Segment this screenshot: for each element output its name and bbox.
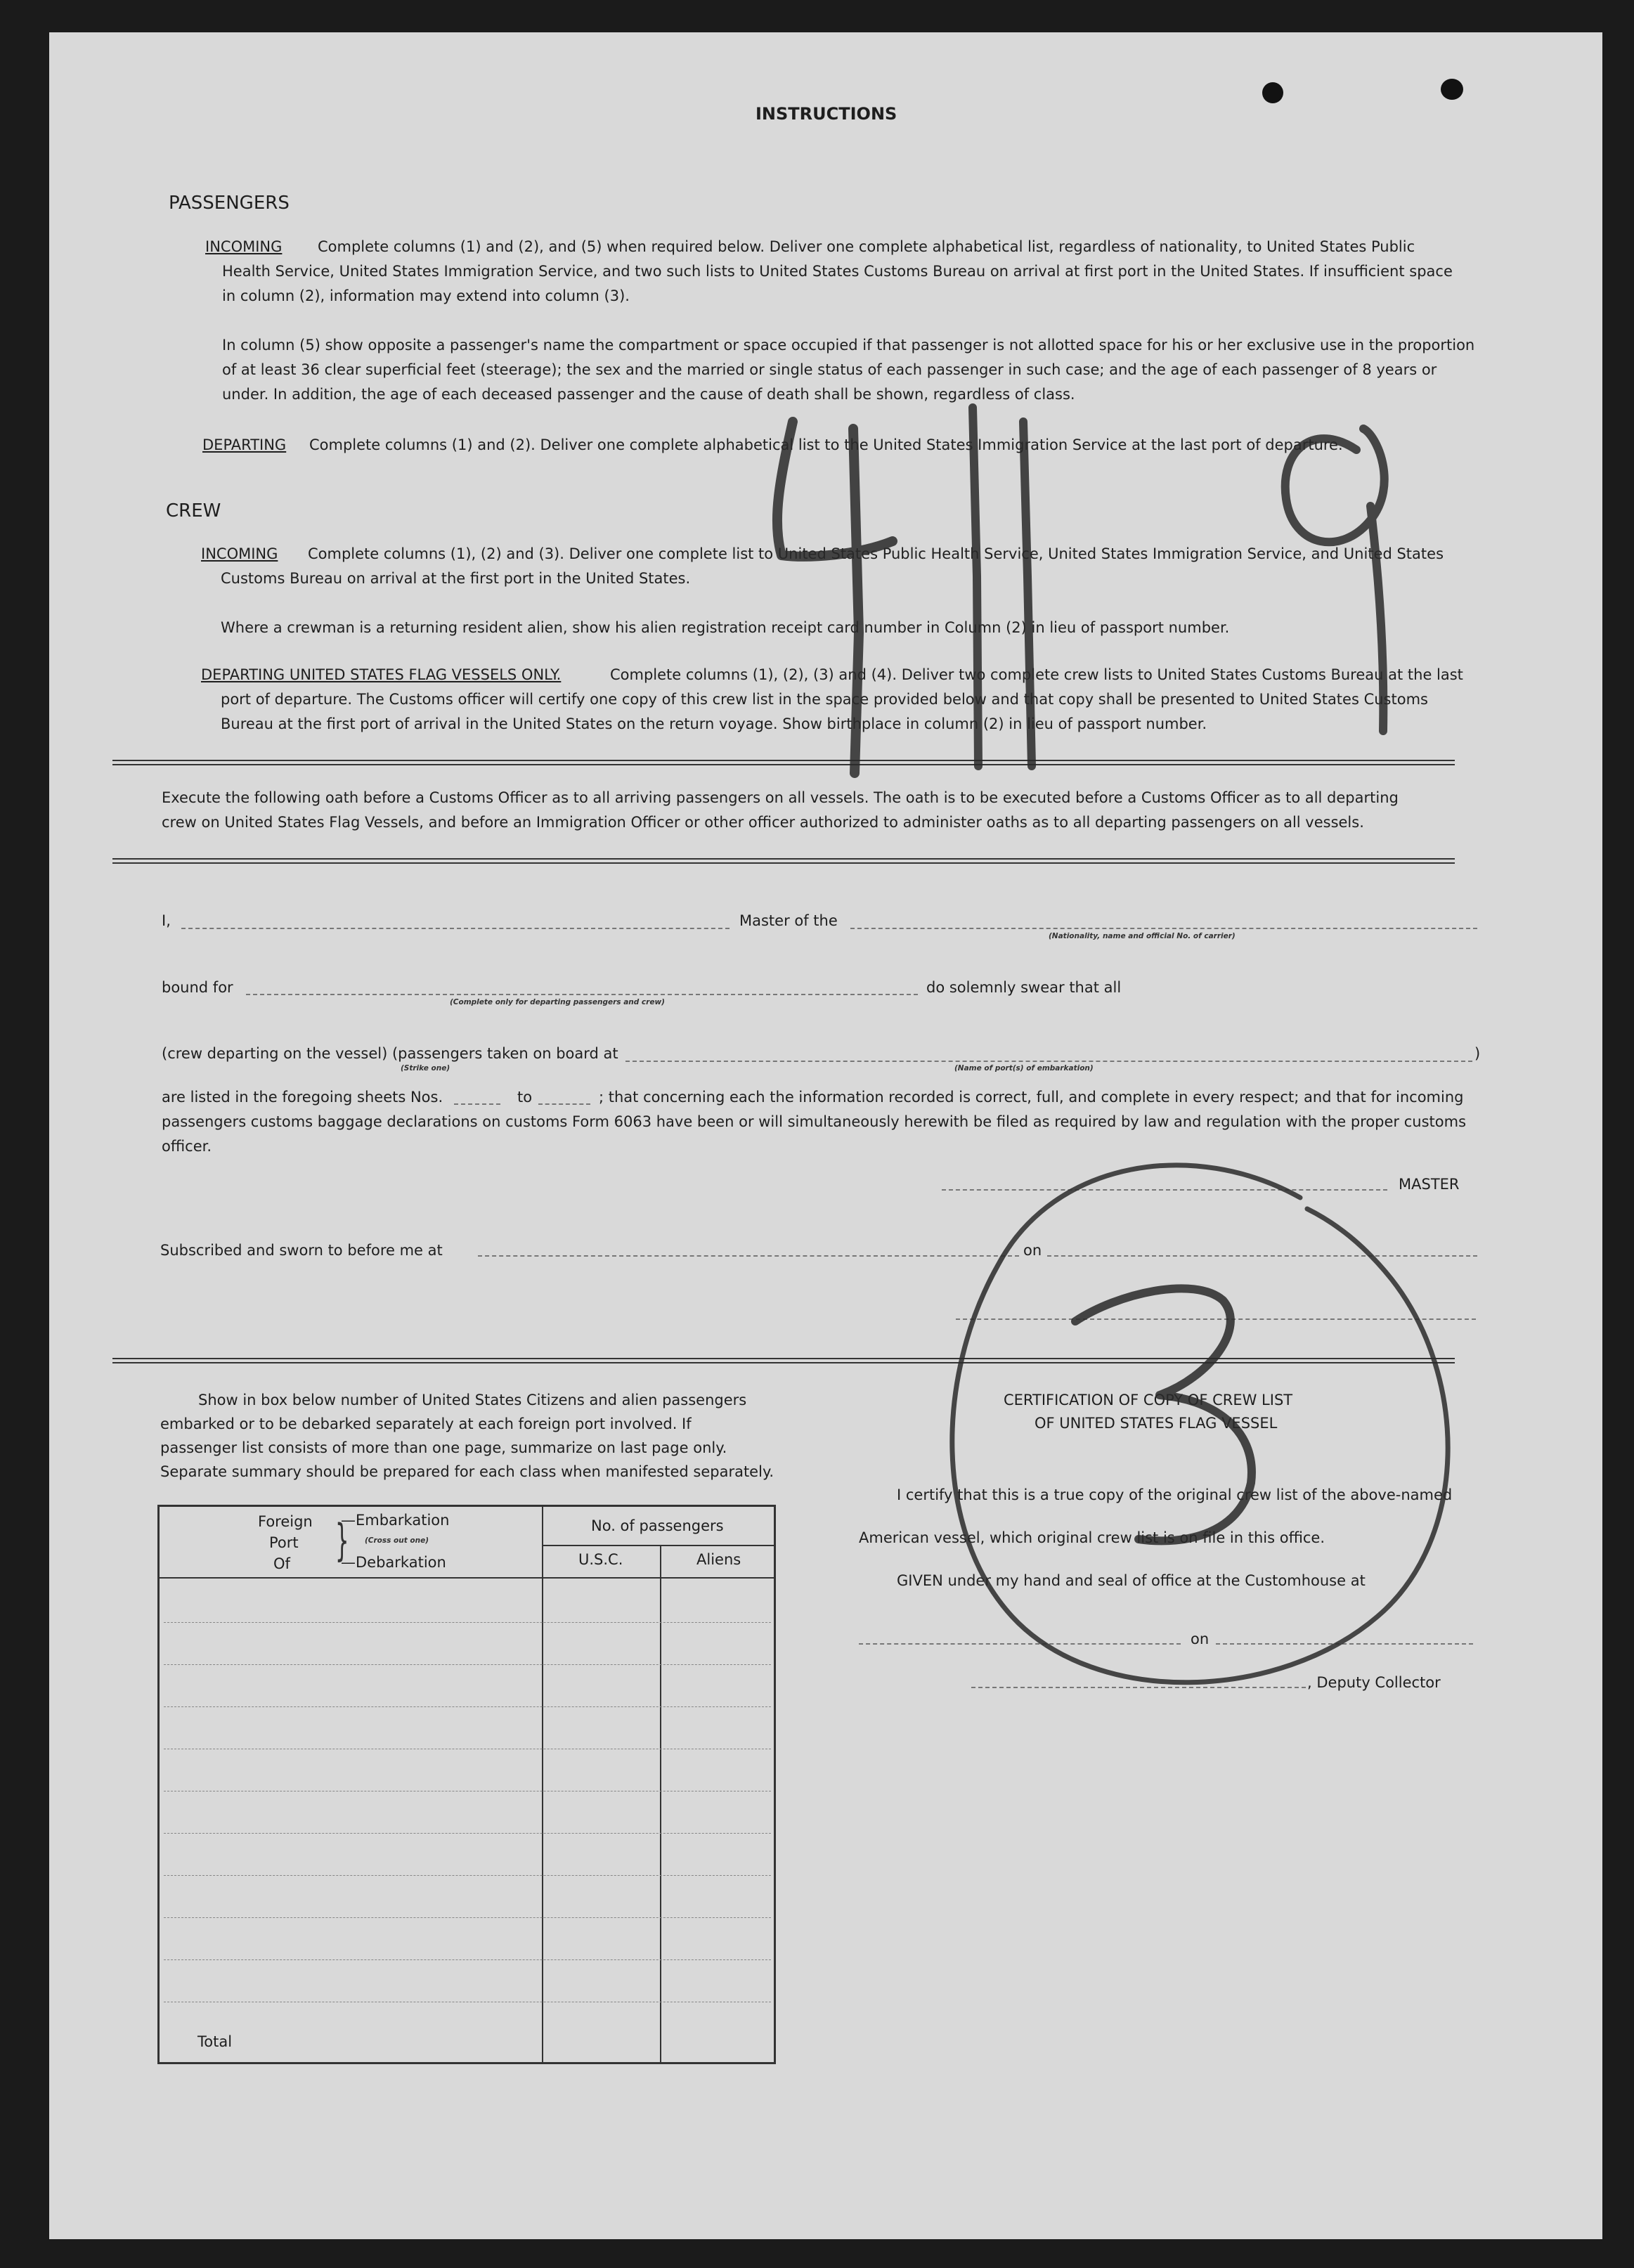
swear-label: do solemnly swear that all [926,979,1122,996]
aliens-header: Aliens [696,1551,741,1568]
crew-incoming-text: Complete columns (1), (2) and (3). Deliver one complete list to United States Public Health Service, United States Immigration Service, and United States [308,545,1444,562]
sworn-place-field[interactable] [478,1255,1019,1257]
passengers-incoming-text: Complete columns (1) and (2), and (5) when required below. Deliver one complete alphabetical list, regardless of nationality, to United States Public [318,238,1415,255]
foreign-label: Foreign [258,1513,313,1530]
column5-instruction: In column (5) show opposite a passenger's name the compartment or space occupied if that passenger is not allotted space for his or her exclusive use in the proportion [222,337,1475,354]
punch-hole-right [1441,79,1463,100]
passengers-incoming-text: Health Service, United States Immigration Service, and two such lists to United States Customs Bureau on arrival at first port in the United States. If insufficient space [222,263,1453,280]
summary-instruction: Separate summary should be prepared for each class when manifested separately. [160,1463,774,1480]
master-name-field[interactable] [181,928,730,929]
certification-title: CERTIFICATION OF COPY OF CREW LIST [1004,1392,1293,1408]
summary-instruction: passenger list consists of more than one page, summarize on last page only. [160,1439,727,1456]
punch-hole-left [1262,82,1283,103]
master-signature-field[interactable] [942,1189,1387,1191]
certification-text: GIVEN under my hand and seal of office at the Customhouse at [897,1572,1366,1589]
passengers-incoming-text: in column (2), information may extend into column (3). [222,287,630,304]
deputy-collector-label: , Deputy Collector [1307,1674,1441,1691]
col-divider-port [542,1507,543,2062]
table-row [164,1706,771,1707]
crew-departing-text: port of departure. The Customs officer will certify one copy of this crew list in the space provided below and that copy shall be presented to United States Customs [221,691,1428,708]
certification-text: I certify that this is a true copy of the original crew list of the above-named [897,1486,1453,1503]
passenger-summary-table [157,1505,776,2064]
officer-signature-field[interactable] [956,1318,1476,1320]
bound-for-caption: (Complete only for departing passengers and crew) [450,998,665,1006]
sheet-to-field[interactable] [538,1103,590,1105]
summary-instruction: embarked or to be debarked separately at each foreign port involved. If [160,1415,692,1432]
oath-instruction: crew on United States Flag Vessels, and before an Immigration Officer or other officer authorized to administer oaths as to all departing passengers on all vessels. [162,814,1364,831]
ports-field[interactable] [625,1061,1472,1062]
bound-for-field[interactable] [246,994,918,995]
column5-instruction: of at least 36 clear superficial feet (steerage); the sex and the married or single status of each passenger in such case; and the age of each passenger of 8 years or [222,361,1437,378]
crew-incoming-label: INCOMING [201,545,278,562]
bound-for-label: bound for [162,979,233,996]
divider [112,1358,1455,1363]
divider [112,858,1455,864]
oath-i-label: I, [162,912,171,929]
close-paren: ) [1474,1045,1481,1062]
table-row [164,1959,771,1960]
cross-out-caption: (Cross out one) [365,1536,429,1545]
page-title: INSTRUCTIONS [756,104,897,124]
certification-date-field[interactable] [1216,1643,1473,1645]
master-of-label: Master of the [739,912,838,929]
table-header-divider [160,1577,774,1579]
listed-text: passengers customs baggage declarations on customs Form 6063 have been or will simultaneously herewith be filed as required by law and regulation with the proper customs [162,1113,1467,1130]
sworn-date-field[interactable] [1047,1255,1477,1257]
brace: } [335,1515,349,1566]
table-row [164,1833,771,1834]
passengers-incoming-label: INCOMING [205,238,283,255]
master-label: MASTER [1399,1176,1460,1193]
sworn-on-label: on [1023,1242,1042,1259]
certification-text: American vessel, which original crew list is on file in this office. [859,1529,1325,1546]
ports-caption: (Name of port(s) of embarkation) [954,1064,1094,1073]
certification-title: OF UNITED STATES FLAG VESSEL [1035,1415,1278,1432]
listed-text: ; that concerning each the information recorded is correct, full, and complete in every respect; and that for incoming [599,1089,1464,1106]
listed-text: are listed in the foregoing sheets Nos. [162,1089,443,1106]
crew-departing-label: DEPARTING UNITED STATES FLAG VESSELS ONLY. [201,666,562,683]
table-row [164,1664,771,1665]
table-row [164,1875,771,1876]
total-label: Total [197,2033,233,2050]
passengers-departing-text: Complete columns (1) and (2). Deliver one complete alphabetical list to the United States Immigration Service at the last port of departure. [309,436,1343,453]
divider [112,760,1455,765]
passengers-departing-label: DEPARTING [202,436,287,453]
crew-passengers-label: (crew departing on the vessel) (passengers taken on board at [162,1045,618,1062]
subscribed-label: Subscribed and sworn to before me at [160,1242,443,1259]
column5-instruction: under. In addition, the age of each deceased passenger and the cause of death shall be shown, regardless of class. [222,386,1075,403]
carrier-caption: (Nationality, name and official No. of carrier) [1049,932,1236,940]
crew-departing-text: Complete columns (1), (2), (3) and (4). Deliver two complete crew lists to United States Customs Bureau at the last [610,666,1463,683]
subheader-divider [542,1545,774,1546]
oath-instruction: Execute the following oath before a Customs Officer as to all arriving passengers on all vessels. The oath is to be executed before a Customs Officer as to all departing [162,789,1399,806]
no-passengers-header: No. of passengers [591,1517,724,1534]
crew-resident-alien-text: Where a crewman is a returning resident alien, show his alien registration receipt card number in Column (2) in lieu of passport number. [221,619,1230,636]
listed-to-label: to [517,1089,533,1106]
sheet-from-field[interactable] [454,1103,500,1105]
strike-one-caption: (Strike one) [401,1064,450,1073]
crew-departing-text: Bureau at the first port of arrival in the United States on the return voyage. Show birthplace in column (2) in lieu of passport number. [221,715,1207,732]
table-row [164,1917,771,1918]
crew-incoming-text: Customs Bureau on arrival at the first port in the United States. [221,570,691,587]
certification-on-label: on [1191,1631,1210,1647]
passengers-heading: PASSENGERS [169,193,290,214]
embarkation-label: —Embarkation [341,1512,450,1529]
debarkation-label: —Debarkation [341,1554,446,1571]
of-label: Of [273,1555,290,1572]
listed-text: officer. [162,1138,212,1155]
table-row [164,1622,771,1623]
summary-instruction: Show in box below number of United States Citizens and alien passengers [198,1392,747,1408]
carrier-field[interactable] [850,928,1477,929]
customhouse-field[interactable] [859,1643,1181,1645]
port-label: Port [269,1534,299,1551]
crew-heading: CREW [166,500,221,521]
usc-header: U.S.C. [578,1551,623,1568]
deputy-signature-field[interactable] [971,1687,1306,1688]
